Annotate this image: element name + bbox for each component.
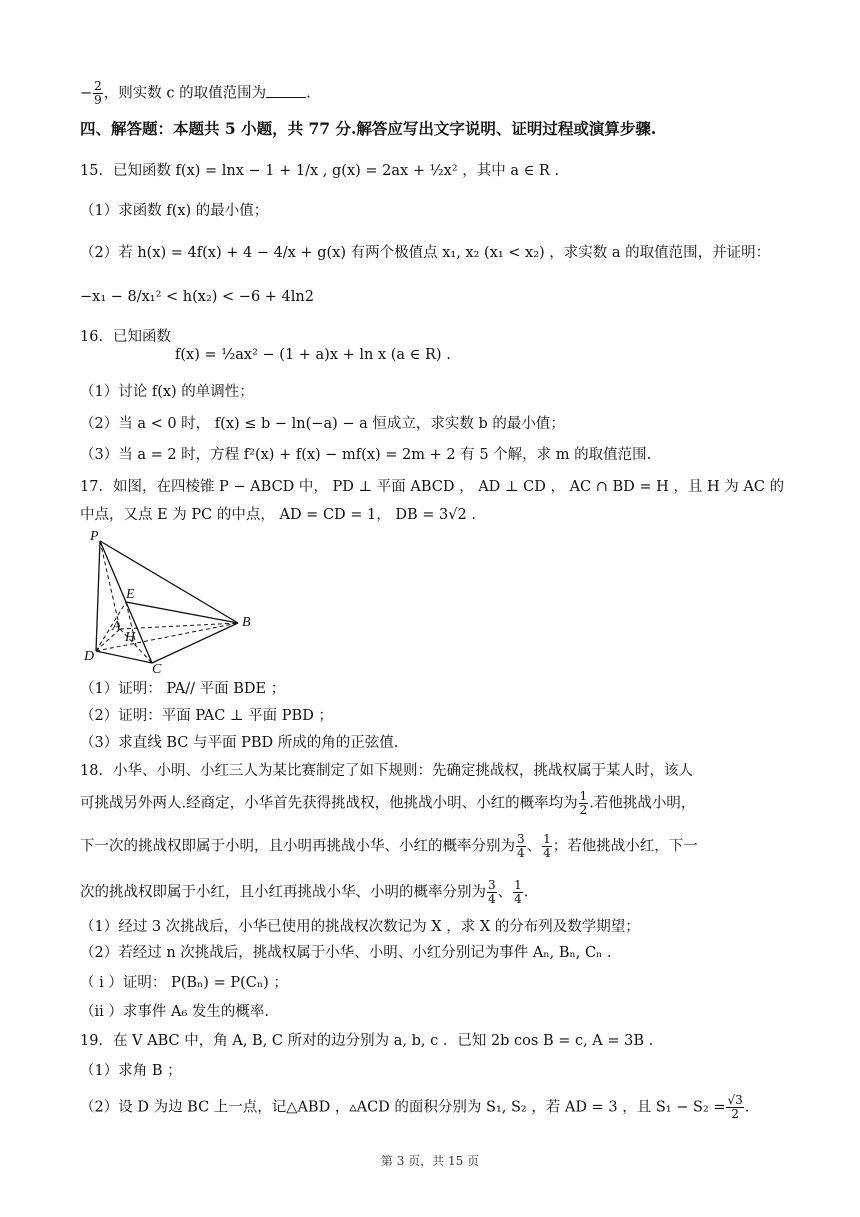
prev-question-tail: − $\frac{2}{9}$ ，则实数 c 的取值范围为 . bbox=[80, 79, 311, 107]
fraction-numerator: 3 bbox=[517, 832, 525, 846]
fraction bbox=[513, 879, 523, 906]
q18-line4-text: 次的挑战权即属于小红，且小红再挑战小华、小明的概率分别为 bbox=[80, 884, 486, 901]
label-H: H bbox=[125, 630, 136, 645]
label-P: P bbox=[90, 529, 99, 544]
q18-line2-tail: .若他挑战小明， bbox=[589, 795, 696, 812]
edge-PD bbox=[96, 541, 100, 651]
answer-blank bbox=[266, 83, 306, 98]
q16-stem: 16．已知函数 bbox=[80, 329, 171, 345]
q17-part1: （1）证明： PA// 平面 BDE ； bbox=[80, 681, 286, 697]
q18-part2: （2）若经过 n 次挑战后，挑战权属于小华、小明、小红分别记为事件 Aₙ, Bₙ, Cₙ . bbox=[80, 945, 612, 961]
fraction-numerator: 1 bbox=[543, 832, 551, 846]
q18-line2-text: 可挑战另外两人.经商定，小华首先获得挑战权，他挑战小明、小红的概率均为 bbox=[80, 795, 578, 812]
prev-question-text: ，则实数 c 的取值范围为 bbox=[103, 85, 267, 102]
fraction bbox=[487, 879, 497, 906]
fraction-numerator: √3 bbox=[727, 1093, 743, 1107]
fraction-denominator: 4 bbox=[488, 892, 496, 906]
fraction bbox=[93, 80, 103, 107]
hidden-edges bbox=[96, 541, 238, 663]
pyramid-edges bbox=[96, 541, 238, 663]
separator: 、 bbox=[497, 884, 513, 901]
fraction-numerator: 1 bbox=[514, 878, 522, 892]
q15-part2: （2）若 h(x) = 4f(x) + 4 − 4/x + g(x) 有两个极值点 x₁, x₂ (x₁ < x₂) ，求实数 a 的取值范围，并证明： bbox=[80, 245, 771, 261]
q18-line3-tail: ；若他挑战小红，下一 bbox=[552, 838, 698, 855]
q15-part2-inequality: −x₁ − 8/x₁² < h(x₂) < −6 + 4ln2 bbox=[80, 289, 314, 305]
edge-PA bbox=[100, 541, 120, 629]
section-heading: 四、解答题：本题共 5 小题，共 77 分.解答应写出文字说明、证明过程或演算步骤. bbox=[80, 119, 657, 138]
q18-line4 bbox=[80, 879, 790, 906]
q19-part2-text: （2）设 D 为边 BC 上一点，记△ABD ，▵ACD 的面积分别为 S₁, S₂ ，若 AD = 3 ，且 S₁ − S₂ = bbox=[80, 1099, 726, 1116]
q18-line3-text: 下一次的挑战权即属于小明，且小明再挑战小华、小红的概率分别为 bbox=[80, 838, 515, 855]
q18-part2-i: （ i ）证明： P(Bₙ) = P(Cₙ) ； bbox=[80, 975, 288, 991]
q18-part1: （1）经过 3 次挑战后，小华已使用的挑战权次数记为 X ，求 X 的分布列及数学期望； bbox=[80, 919, 640, 935]
q17-stem-line1: 17．如图，在四棱锥 P − ABCD 中， PD ⊥ 平面 ABCD ， AD ⊥ CD ， AC ∩ BD = H ，且 H 为 AC 的 bbox=[80, 479, 785, 495]
fraction-denominator: 4 bbox=[517, 846, 525, 860]
q19-part2 bbox=[80, 1094, 790, 1121]
fraction-numerator: 3 bbox=[488, 878, 496, 892]
q18-line2 bbox=[80, 790, 790, 817]
q19-part2-tail: . bbox=[744, 1099, 750, 1116]
separator: 、 bbox=[526, 838, 542, 855]
fraction-denominator: 4 bbox=[514, 892, 522, 906]
label-D: D bbox=[84, 649, 95, 664]
q16-formula: f(x) = ½ax² − (1 + a)x + ln x (a ∈ R) . bbox=[175, 347, 451, 363]
label-A: A bbox=[112, 619, 121, 634]
fraction-numerator: 1 bbox=[579, 789, 588, 803]
edge-DC bbox=[96, 651, 152, 663]
q17-part2: （2）证明：平面 PAC ⊥ 平面 PBD ； bbox=[80, 708, 333, 724]
fraction-denominator: 2 bbox=[579, 803, 588, 817]
q18-line1: 18．小华、小明、小红三人为某比赛制定了如下规则：先确定挑战权，挑战权属于某人时，该人 bbox=[80, 763, 693, 779]
q17-part3: （3）求直线 BC 与平面 PBD 所成的角的正弦值. bbox=[80, 735, 399, 751]
fraction bbox=[516, 833, 526, 860]
edge-DE bbox=[96, 602, 126, 651]
q18-line4-tail: . bbox=[523, 884, 529, 901]
label-B: B bbox=[242, 615, 251, 630]
fraction-denominator: 2 bbox=[731, 1107, 739, 1121]
q18-part2-ii: （ii ）求事件 A₆ 发生的概率. bbox=[80, 1004, 269, 1020]
fraction-numerator: 2 bbox=[94, 79, 102, 93]
fraction-denominator: 9 bbox=[94, 93, 102, 107]
q17-stem-line2: 中点，又点 E 为 PC 的中点， AD = CD = 1， DB = 3√2 . bbox=[80, 507, 476, 523]
q16-part1: （1）讨论 f(x) 的单调性； bbox=[80, 384, 254, 400]
q19-stem: 19．在 V ABC 中，角 A, B, C 所对的边分别为 a, b, c ．已知 2b cos B = c, A = 3B . bbox=[80, 1033, 654, 1049]
q16-part2: （2）当 a < 0 时， f(x) ≤ b − ln(−a) − a 恒成立，求实数 b 的最小值； bbox=[80, 416, 565, 432]
page-footer: 第 3 页，共 15 页 bbox=[380, 1154, 480, 1168]
q16-part3: （3）当 a = 2 时，方程 f²(x) + f(x) − mf(x) = 2m + 2 有 5 个解，求 m 的取值范围. bbox=[80, 447, 652, 463]
edge-CB bbox=[152, 623, 238, 663]
pyramid-diagram bbox=[80, 527, 280, 677]
fraction bbox=[542, 833, 552, 860]
label-C: C bbox=[152, 662, 162, 677]
q15-stem: 15．已知函数 f(x) = lnx − 1 + 1/x , g(x) = 2ax + ½x² ，其中 a ∈ R . bbox=[80, 163, 560, 179]
q15-part1: （1）求函数 f(x) 的最小值； bbox=[80, 203, 269, 219]
fraction bbox=[579, 790, 589, 817]
q19-part1: （1）求角 B ； bbox=[80, 1063, 182, 1079]
fraction-denominator: 4 bbox=[543, 846, 551, 860]
fraction bbox=[726, 1094, 743, 1121]
q18-line3 bbox=[80, 833, 790, 860]
label-E: E bbox=[126, 587, 135, 602]
